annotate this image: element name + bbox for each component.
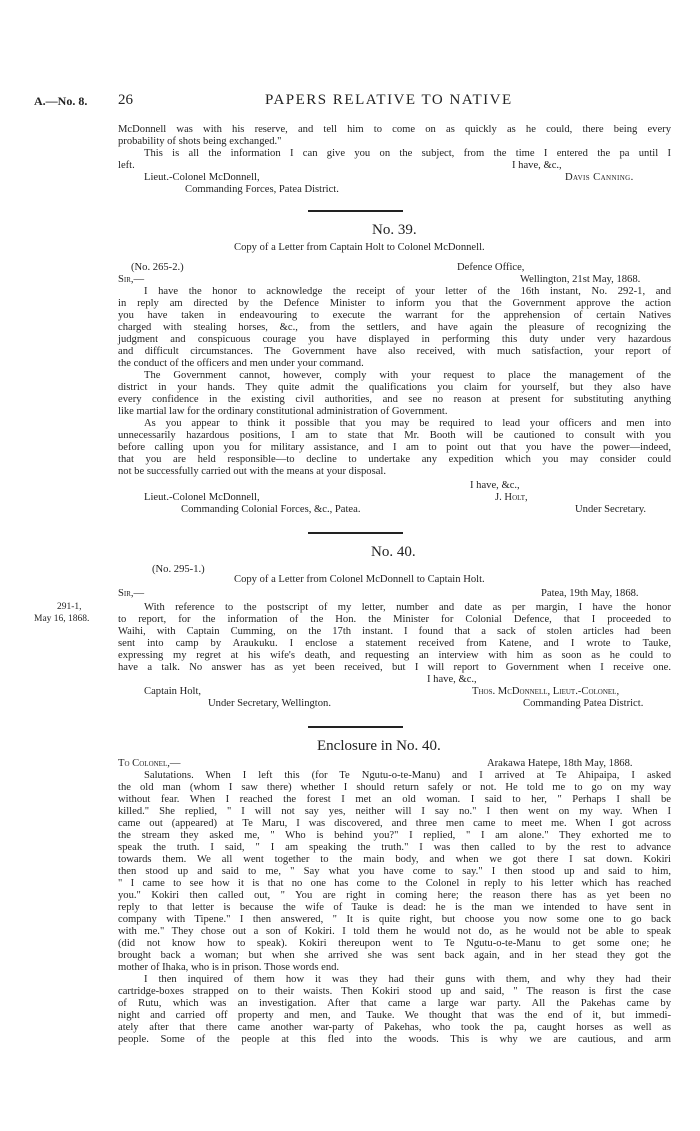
letter-39-subheading: Copy of a Letter from Captain Holt to Colonel McDonnell. [234,242,485,253]
letter-39-heading: No. 39. [372,222,417,238]
letter-39-line: The Government cannot, however, comply with your request to place the management of the [144,370,671,381]
letter-40-line: sent into camp by Araukuku. I enclose a statement received from Katene, and I wrote to Tauke, [118,638,671,649]
letter-39-line: you have taken in endeavouring to execute the warrant for the apprehension of certain Natives [118,310,671,321]
enclosure-line: towards them. We all went together to the main body, and when we got there I sat down. Kokiri [118,854,671,865]
intro-addressee-2: Commanding Forces, Patea District. [185,184,339,195]
letter-39-line: the conduct of the officers and men under your command. [118,358,364,369]
section-divider [308,532,403,534]
letter-40-date: Patea, 19th May, 1868. [541,588,639,599]
letter-39-addressee-1: Lieut.-Colonel McDonnell, [144,492,260,503]
enclosure-line: the stream they asked me, " Who is behind you?" I replied, " I am alone." They exhorted me to [118,830,671,841]
letter-39-line: before calling upon you for military assistance, and I am to point out that you have the power—indeed, [118,442,671,453]
enclosure-line: with me." They chose out a son of Kokiri. I told them he would not do, as he would not be able to speak [118,926,671,937]
letter-40-addressee-2: Under Secretary, Wellington. [208,698,331,709]
letter-39-line: unnecessarily hazardous positions, I am to state that Mr. Booth will be cautioned to consult with you [118,430,671,441]
letter-39-office: Defence Office, [457,262,525,273]
intro-signature: Davis Canning. [565,172,634,183]
margin-note: 291-1, [57,602,82,612]
letter-40-line: Waihi, with Captain Cumming, on the 17th instant. I found that a sack of stolen articles had been [118,626,671,637]
enclosure-line: killed." She replied, " I will not say yes, neither will I say no." I then went on my way. When I [118,806,671,817]
letter-40-signature: Thos. McDonnell, Lieut.-Colonel, [472,686,620,697]
letter-39-ref: (No. 265-2.) [131,262,184,273]
letter-39-line: charged with stealing horses, &c., from the settlers, and have again the pleasure of recognizing the [118,322,671,333]
enclosure-line: then stood up and said to me, " Say what you have come to say." I then stood up and said to him, [118,866,671,877]
section-divider [308,210,403,212]
letter-39-line: I have the honor to acknowledge the receipt of your letter of the 16th instant, No. 292-1, and [144,286,671,297]
letter-39-signature: J. Holt, [495,492,528,503]
letter-39-line: like martial law for the ordinary constitutional administration of Government. [118,406,448,417]
letter-39-line: and difficult circumstances. The Government have also received, with much satisfaction, your report of [118,346,671,357]
enclosure-line: cartridge-boxes strapped on to their waists. Then Kokiri stood up and said, " The reason is first the case [118,986,671,997]
letter-40-salutation: Sir,— [118,588,145,599]
letter-40-line: expressing my regret at his wife's death, and requesting an interview with him as soon as he could to [118,650,671,661]
enclosure-line: came out (appeared) at Te Maru, I was discovered, and three men came to meet me. When I got across [118,818,671,829]
enclosure-line: the old man (whom I saw there) whether I should return safely or not. He told me to go on my way [118,782,671,793]
letter-40-closing: I have, &c., [427,674,477,685]
enclosure-line: without fear. When I reached the forest I met an old woman. I said to her, " Perhaps I shall be [118,794,671,805]
intro-closing: I have, &c., [512,160,562,171]
letter-40-addressee-1: Captain Holt, [144,686,202,697]
enclosure-line: of Rutu, which was an investigation. After that came a large war party. All the Pakehas came by [118,998,671,1009]
letter-39-line: in reply am directed by the Defence Minister to inform you that the Government approve the action [118,298,671,309]
enclosure-line: night and carried off property and men, and Tauke. We thought that was the end of it, but immedi- [118,1010,671,1021]
letter-40-line: With reference to the postscript of my letter, number and date as per margin, I have the honor [144,602,671,613]
letter-40-line: to report, for the information of the Hon. the Minister for Colonial Defence, that I proceeded to [118,614,671,625]
running-title: PAPERS RELATIVE TO NATIVE [265,92,513,108]
letter-40-signature-title: Commanding Patea District. [523,698,644,709]
letter-40-subheading: Copy of a Letter from Colonel McDonnell to Captain Holt. [234,574,485,585]
letter-39-line: judgment and conspicuous courage you have displayed in performing this duty under very hazardous [118,334,671,345]
enclosure-line: reply to that letter is because the wife of Tauke is dead: he is the man we intended to have sent in [118,902,671,913]
enclosure-line: you." Kokiri then called out, " You are right in coming here; the reason there has as yet been no [118,890,671,901]
page-number: 26 [118,92,133,108]
enclosure-line: mother of Ihaka, who is in prison. Those words end. [118,962,340,973]
letter-39-date: Wellington, 21st May, 1868. [520,274,641,285]
section-divider [308,726,403,728]
enclosure-line: " I came to see how it is that no one has come to the Colonel in reply to his letter which has reached [118,878,671,889]
enclosure-line: company with Tipene." I then answered, " It is quite right, but choose you now some one to go back [118,914,671,925]
enclosure-line: ately after that there came another war-party of Pakehas, who took the pa, caught horses as well as [118,1022,671,1033]
letter-40-heading: No. 40. [371,544,416,560]
intro-addressee-1: Lieut.-Colonel McDonnell, [144,172,260,183]
doc-reference: A.—No. 8. [34,94,88,108]
intro-line-1: McDonnell was with his reserve, and tell him to come on as quickly as he could, there being every [118,124,671,135]
letter-39-closing: I have, &c., [470,480,520,491]
letter-39-line: As you appear to think it possible that you may be required to lead your officers and men into [144,418,671,429]
enclosure-line: speak the truth. I said, " I am speaking the truth." I was then called to by the rest to advance [118,842,671,853]
letter-39-salutation: Sir,— [118,274,145,285]
letter-39-line: not be successfully carried out with the means at your disposal. [118,466,387,477]
enclosure-date: Arakawa Hatepe, 18th May, 1868. [487,758,633,769]
enclosure-line: I then inquired of them how it was they had their guns with them, and why they had their [144,974,671,985]
letter-40-ref: (No. 295-1.) [152,564,205,575]
intro-line-4: left. [118,160,135,171]
enclosure-salutation: To Colonel,— [118,758,181,769]
enclosure-heading: Enclosure in No. 40. [317,738,441,754]
letter-39-line: district in your hands. They quite admit the qualifications you claim for yourself, but they also have [118,382,671,393]
letter-40-line: have a talk. No answer has as yet been received, but I will report to Government when I receive one. [118,662,671,673]
intro-line-3: This is all the information I can give you on the subject, from the time I entered the pa until I [144,148,671,159]
enclosure-line: Salutations. When I left this (for Te Ngutu-o-te-Manu) and I arrived at Te Ahipaipa, I asked [144,770,671,781]
margin-note: May 16, 1868. [34,614,90,624]
letter-39-line: every confidence in the existing civil authorities, and see no reason at present for substituting anything [118,394,671,405]
enclosure-line: (did not know how to speak). Kokiri thereupon went to Te Ngutu-o-te-Manu to get some one; he [118,938,671,949]
enclosure-line: brought back a woman; but when she arrived she was sent back again, and in her stead they got the [118,950,671,961]
letter-39-line: that you are held responsible—to decline to undertake any expedition which you may consider could [118,454,671,465]
letter-39-addressee-2: Commanding Colonial Forces, &c., Patea. [181,504,361,515]
enclosure-line: people. Some of the people at this fled into the woods. This is why we are cautious, and arm [118,1034,671,1045]
intro-line-2: probability of shots being exchanged." [118,136,282,147]
letter-39-signature-title: Under Secretary. [575,504,647,515]
